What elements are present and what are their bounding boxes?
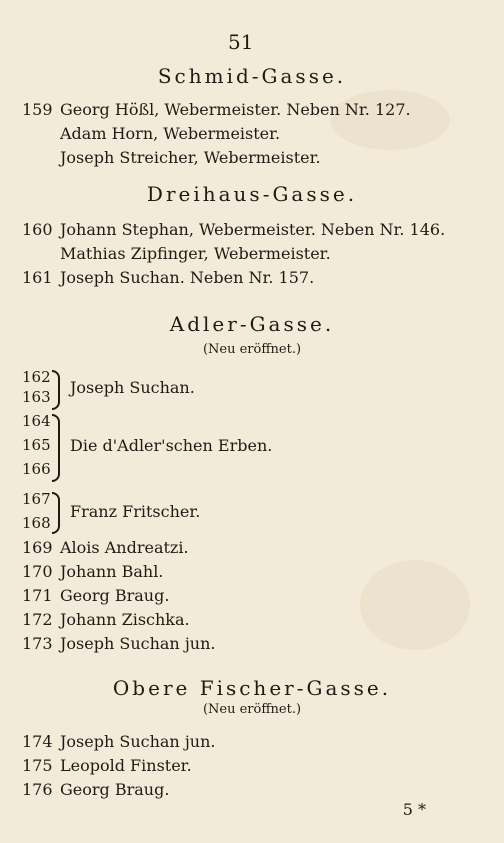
entry-text: Joseph Suchan jun.: [60, 634, 216, 653]
entry-text: Johann Bahl.: [60, 562, 164, 581]
entry-text: Franz Fritscher.: [70, 502, 201, 521]
house-number: 169: [22, 538, 53, 557]
house-number: 174: [22, 732, 53, 751]
entry-text: Die d'Adler'schen Erben.: [70, 436, 273, 455]
house-number: 170: [22, 562, 53, 581]
section-subtitle: (Neu eröffnet.): [202, 702, 302, 717]
entry-text: Johann Zischka.: [60, 610, 190, 629]
section-subtitle: (Neu eröffnet.): [202, 342, 302, 357]
entry-text: Joseph Suchan jun.: [60, 732, 216, 751]
house-number: 171: [22, 586, 53, 605]
section-title-schmid-gasse: Schmid-Gasse.: [157, 64, 347, 88]
brace: [52, 414, 60, 482]
section-title-adler-gasse: Adler-Gasse.: [169, 312, 335, 336]
entry-line: [22, 586, 169, 605]
house-number: 168: [22, 514, 51, 532]
house-number: 164: [22, 412, 51, 430]
entry-text: Alois Andreatzi.: [60, 538, 189, 557]
entry-text: Joseph Streicher, Webermeister.: [60, 148, 321, 167]
house-number: 173: [22, 634, 53, 653]
entry-text: Adam Horn, Webermeister.: [60, 124, 281, 143]
signature-mark: 5 *: [402, 800, 426, 819]
house-number: 159: [22, 100, 53, 119]
house-number: 161: [22, 268, 53, 287]
entry-line: [22, 100, 411, 119]
entry-text: Leopold Finster.: [60, 756, 192, 775]
entry-line: [22, 268, 314, 287]
house-number: 176: [22, 780, 53, 799]
brace: [52, 492, 60, 534]
house-number: 162: [22, 368, 51, 386]
entry-line: [22, 780, 169, 799]
house-number: 160: [22, 220, 53, 239]
house-number: 167: [22, 490, 51, 508]
entry-text: Johann Stephan, Webermeister. Neben Nr. 146.: [60, 220, 446, 239]
entry-text: Joseph Suchan.: [70, 378, 195, 397]
page-number: 51: [228, 30, 254, 54]
house-number: 166: [22, 460, 51, 478]
house-number: 165: [22, 436, 51, 454]
brace: [52, 370, 60, 410]
house-number: 172: [22, 610, 53, 629]
section-title-dreihaus-gasse: Dreihaus-Gasse.: [146, 182, 358, 206]
entry-line: [22, 562, 163, 581]
paper-stain: [360, 560, 470, 650]
entry-line: [22, 634, 215, 653]
house-number: 175: [22, 756, 53, 775]
entry-line: [22, 538, 189, 557]
entry-text: Georg Hößl, Webermeister. Neben Nr. 127.: [60, 100, 411, 119]
entry-text: Mathias Zipfinger, Webermeister.: [60, 244, 331, 263]
paper-stain: [330, 90, 450, 150]
entry-line: [22, 732, 215, 751]
entry-text: Georg Braug.: [60, 586, 170, 605]
entry-text: Joseph Suchan. Neben Nr. 157.: [60, 268, 315, 287]
entry-text: Georg Braug.: [60, 780, 170, 799]
entry-line: [22, 610, 190, 629]
entry-line: [22, 220, 445, 239]
entry-line: [22, 756, 192, 775]
section-title-obere-fischer-gasse: Obere Fischer-Gasse.: [112, 676, 392, 700]
house-number: 163: [22, 388, 51, 406]
